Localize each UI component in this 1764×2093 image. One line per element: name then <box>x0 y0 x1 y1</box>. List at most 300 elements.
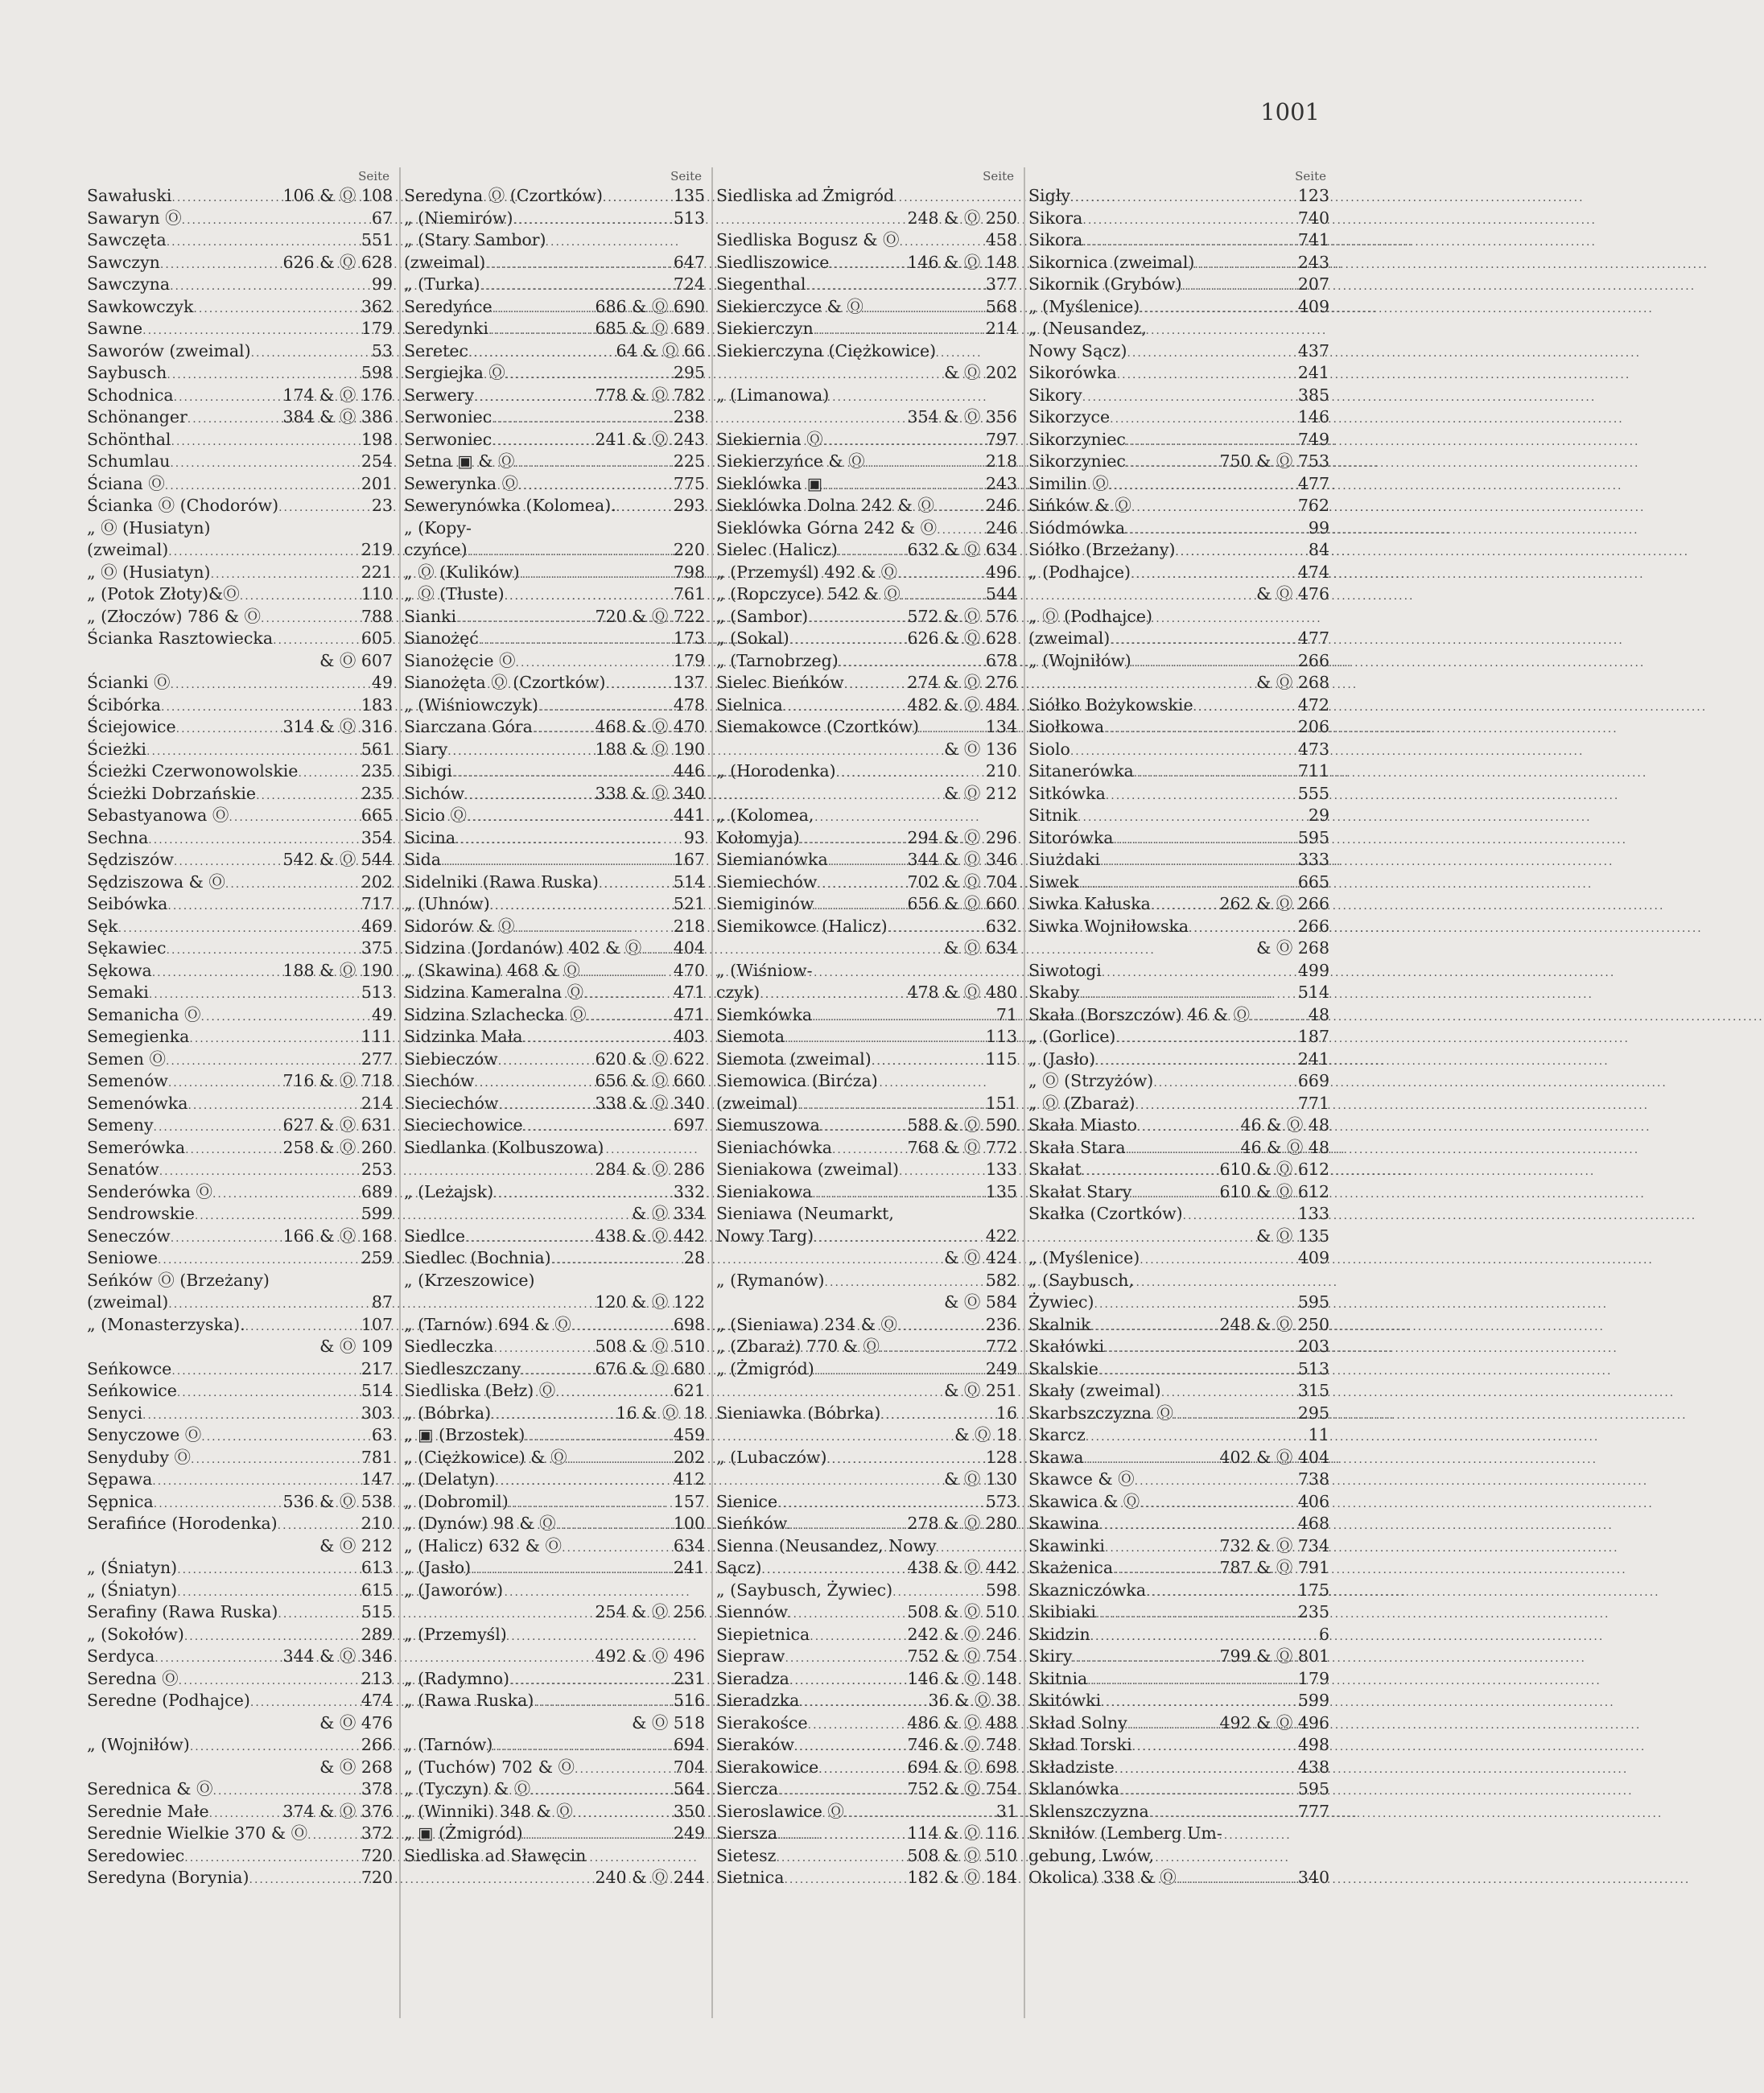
entry-name: Sicina <box>404 827 456 847</box>
index-entry <box>404 1757 705 1779</box>
leader-dots <box>452 763 672 785</box>
leader-dots <box>1149 1803 1296 1826</box>
entry-page-ref: & Ⓞ 518 <box>632 1712 705 1732</box>
leader-dots <box>182 210 370 233</box>
entry-page-ref: & Ⓞ 476 <box>1256 584 1329 604</box>
entry-name: Semenów <box>87 1071 168 1090</box>
entry-name: (zweimal) <box>87 1292 169 1312</box>
entry-page-ref: 93 <box>683 827 705 847</box>
leader-dots <box>1194 254 1296 277</box>
index-entry <box>1028 1624 1329 1646</box>
leader-dots <box>760 984 905 1007</box>
index-entry <box>1028 827 1329 850</box>
index-entry <box>87 849 393 871</box>
entry-page-ref: 724 <box>673 274 705 294</box>
index-entry <box>1028 1690 1329 1712</box>
index-entry <box>716 672 1017 694</box>
leader-dots <box>225 874 360 896</box>
entry-name: Sienna (Neusandez, Nowy <box>716 1535 937 1555</box>
leader-dots <box>165 476 360 498</box>
leader-dots <box>493 299 594 321</box>
entry-name: Siekierczyna (Ciężkowice) <box>716 340 937 361</box>
index-entry <box>1028 982 1329 1004</box>
leader-dots <box>794 1737 905 1759</box>
entry-name: „ (Gorlice) <box>1028 1027 1116 1046</box>
entry-page-ref: 665 <box>361 805 393 825</box>
entry-name: Siemiechów <box>716 871 818 892</box>
index-entry <box>87 1424 393 1447</box>
entry-page-ref: 482 & Ⓞ 484 <box>907 694 1017 715</box>
entry-name: Siedliska (Bełz) Ⓞ <box>404 1381 556 1400</box>
entry-page-ref: 241 <box>673 1558 705 1577</box>
index-entry <box>87 960 393 983</box>
leader-dots <box>1101 1692 1296 1715</box>
entry-name: „ (Rymanów) <box>716 1270 825 1290</box>
entry-name: Siwka Kałuska <box>1028 894 1151 913</box>
index-entry <box>404 1026 705 1049</box>
leader-dots <box>474 1073 593 1095</box>
index-entry <box>716 1867 1017 1889</box>
leader-dots <box>865 453 984 476</box>
entry-name: „ (Żmigród) <box>716 1358 814 1378</box>
entry-page-ref: 6 <box>1318 1624 1329 1644</box>
entry-page-ref: 632 <box>985 916 1017 936</box>
index-entry <box>87 982 393 1004</box>
index-entry <box>716 539 1017 562</box>
entry-page-ref: 474 <box>1297 562 1329 582</box>
entry-name: Semenówka <box>87 1093 188 1113</box>
entry-name: Siużdaki <box>1028 850 1100 869</box>
entry-page-ref: 115 <box>985 1049 1017 1069</box>
index-entry <box>404 274 705 296</box>
index-entry <box>404 849 705 871</box>
entry-page-ref: 274 & Ⓞ 276 <box>907 673 1017 692</box>
leader-dots <box>1115 1759 1296 1782</box>
leader-dots <box>498 1051 594 1073</box>
leader-dots <box>1126 453 1218 476</box>
entry-name: Sawczyn <box>87 252 160 272</box>
index-entry <box>87 1778 393 1801</box>
leader-dots <box>641 940 672 962</box>
index-entry <box>1028 1049 1329 1071</box>
index-entry <box>1028 495 1329 517</box>
entry-page-ref: 100 <box>673 1514 705 1533</box>
entry-name: „ (Potok Złoty)&Ⓞ <box>87 584 240 604</box>
index-entry <box>716 562 1017 584</box>
entry-page-ref: 513 <box>673 208 705 228</box>
entry-name: Skałat Stary <box>1028 1181 1132 1201</box>
entry-name: Skawce & Ⓞ <box>1028 1469 1135 1489</box>
leader-dots <box>897 564 984 587</box>
entry-name: Sikora <box>1028 208 1083 228</box>
leader-dots <box>1070 741 1296 764</box>
entry-page-ref: 134 <box>985 717 1017 736</box>
leader-dots <box>480 276 671 299</box>
entry-name: Serwoniec <box>404 407 493 426</box>
index-entry <box>87 1114 393 1137</box>
entry-page-ref: 240 & Ⓞ 244 <box>595 1868 705 1887</box>
leader-dots <box>465 1228 593 1250</box>
entry-name: „ (Podhajce) <box>1028 562 1131 582</box>
index-entry <box>1028 1513 1329 1535</box>
entry-page-ref: 294 & Ⓞ 296 <box>907 827 1017 847</box>
index-entry <box>716 1712 1017 1735</box>
entry-name: Sieniakowa (zweimal) <box>716 1160 900 1179</box>
index-entry <box>87 1049 393 1071</box>
entry-page-ref: 203 <box>1297 1337 1329 1356</box>
entry-name: Skawa <box>1028 1447 1084 1467</box>
entry-name: Siechów <box>404 1071 475 1090</box>
entry-page-ref: 468 & Ⓞ 470 <box>595 717 705 736</box>
leader-dots <box>538 697 672 719</box>
entry-page-ref: 665 <box>1297 871 1329 892</box>
leader-dots <box>534 1692 672 1715</box>
index-entry <box>716 694 1017 717</box>
entry-page-ref: 627 & Ⓞ 631 <box>282 1115 393 1135</box>
index-entry <box>404 517 705 540</box>
entry-name: Skałka (Czortków) <box>1028 1204 1183 1223</box>
index-column-2 <box>399 167 711 2018</box>
entry-page-ref: 137 <box>673 673 705 692</box>
entry-name: Seńkowice <box>87 1381 177 1400</box>
leader-dots <box>551 1250 682 1272</box>
entry-name: Sierakośce <box>716 1712 808 1732</box>
index-entry <box>716 1203 1017 1226</box>
entry-page-ref: 473 <box>1297 739 1329 759</box>
entry-page-ref: 64 & Ⓞ 66 <box>616 340 705 361</box>
index-entry <box>404 606 705 628</box>
index-entry <box>87 229 393 252</box>
entry-name: Siekierczyn <box>716 319 814 338</box>
entry-page-ref: 36 & Ⓞ 38 <box>928 1691 1017 1710</box>
entry-page-ref: 797 <box>985 429 1017 449</box>
leader-dots <box>603 187 672 210</box>
leader-dots <box>505 586 672 608</box>
index-entry <box>1028 1159 1329 1181</box>
entry-name: „ (Tarnów) <box>404 1735 493 1754</box>
entry-page-ref: 632 & Ⓞ 634 <box>907 540 1017 559</box>
index-entry <box>716 495 1017 517</box>
leader-dots <box>1131 564 1296 587</box>
leader-dots <box>245 1316 360 1339</box>
leader-dots <box>190 1737 360 1759</box>
entry-name: Siółko (Brzeżany) <box>1028 540 1176 559</box>
entry-name: Sieniawa (Neumarkt, <box>716 1204 894 1223</box>
entry-name: Siedleczka <box>404 1337 494 1356</box>
index-entry <box>87 1624 393 1646</box>
entry-page-ref: 752 & Ⓞ 754 <box>907 1646 1017 1666</box>
entry-page-ref: 277 <box>361 1049 393 1069</box>
leader-dots <box>467 807 672 830</box>
leader-dots <box>800 830 906 852</box>
index-entry <box>716 1624 1017 1646</box>
entry-page-ref: 496 <box>985 562 1017 582</box>
entry-name: Siedliska ad Sławęcin <box>404 1845 587 1865</box>
index-entry <box>404 694 705 717</box>
leader-dots <box>1131 653 1296 675</box>
entry-page-ref: 544 <box>985 584 1017 604</box>
entry-page-ref: 385 <box>1297 385 1329 405</box>
leader-dots <box>1100 851 1296 874</box>
index-entry <box>716 1845 1017 1868</box>
entry-page-ref: 344 & Ⓞ 346 <box>282 1646 393 1666</box>
entry-name: „ (Radymno) <box>404 1668 509 1688</box>
entry-page-ref: 498 <box>1297 1735 1329 1754</box>
entry-name: Semanicha Ⓞ <box>87 1004 201 1024</box>
index-entry <box>87 1801 393 1823</box>
entry-name: Serafiny (Rawa Ruska) <box>87 1602 278 1621</box>
leader-dots <box>844 1803 995 1826</box>
entry-page-ref: 717 <box>361 894 393 913</box>
entry-page-ref: 472 <box>1297 694 1329 715</box>
entry-page-ref: 732 & Ⓞ 734 <box>1219 1535 1329 1555</box>
entry-name: Sawne <box>87 319 143 338</box>
entry-name: „ (Winniki) 348 & Ⓞ <box>404 1801 573 1821</box>
entry-page-ref: 762 <box>1297 496 1329 515</box>
entry-name: Skażenica <box>1028 1558 1114 1577</box>
entry-page-ref: & Ⓞ 212 <box>319 1535 393 1555</box>
index-entry <box>1028 1447 1329 1469</box>
leader-dots <box>530 1781 672 1803</box>
entry-page-ref: 486 & Ⓞ 488 <box>907 1712 1017 1732</box>
index-entry <box>404 318 705 340</box>
entry-page-ref: 588 & Ⓞ 590 <box>907 1115 1017 1135</box>
entry-page-ref: 241 & Ⓞ 243 <box>595 429 705 449</box>
entry-name: „ Ⓞ (Husiatyn) <box>87 517 211 538</box>
entry-page-ref: 221 <box>361 562 393 582</box>
entry-page-ref: 599 <box>361 1204 393 1223</box>
entry-page-ref: 175 <box>1297 1580 1329 1600</box>
index-entry <box>716 739 1017 761</box>
entry-page-ref: 120 & Ⓞ 122 <box>595 1292 705 1312</box>
entry-name: Sietnica <box>716 1868 785 1887</box>
entry-name: Seretec <box>404 340 468 361</box>
entry-name: Sawaryn Ⓞ <box>87 208 182 228</box>
leader-dots <box>170 453 360 476</box>
leader-dots <box>762 1559 906 1582</box>
leader-dots <box>278 497 370 520</box>
entry-page-ref: 157 <box>673 1491 705 1511</box>
entry-name: Sikory <box>1028 385 1082 405</box>
entry-page-ref: 248 & Ⓞ 250 <box>907 208 1017 228</box>
leader-dots <box>599 874 672 896</box>
entry-name: Skała Stara <box>1028 1137 1126 1157</box>
index-entry <box>716 1181 1017 1204</box>
index-entry <box>1028 1181 1329 1204</box>
leader-dots <box>177 1559 360 1582</box>
entry-page-ref: 16 <box>995 1403 1017 1423</box>
index-entry <box>1028 1491 1329 1514</box>
entry-page-ref: 656 & Ⓞ 660 <box>907 894 1017 913</box>
leader-dots <box>1102 962 1296 985</box>
entry-name: Sieciechowice <box>404 1115 523 1135</box>
index-entry <box>1028 252 1329 274</box>
entry-page-ref: 31 <box>995 1801 1017 1821</box>
entry-page-ref: 111 <box>361 1027 393 1046</box>
entry-name: „ (Horodenka) <box>716 761 836 781</box>
entry-name: Sietesz <box>716 1845 777 1865</box>
entry-page-ref: 266 <box>1297 916 1329 936</box>
index-entry <box>87 716 393 739</box>
leader-dots <box>171 187 281 210</box>
index-entry <box>404 1668 705 1691</box>
leader-dots <box>168 1073 282 1095</box>
entry-page-ref: 106 & Ⓞ 108 <box>282 186 393 205</box>
entry-name: Siegenthal <box>716 274 806 294</box>
index-entry <box>404 1469 705 1491</box>
entry-page-ref: 218 <box>985 451 1017 471</box>
entry-page-ref: 720 <box>361 1868 393 1887</box>
entry-name: Sigły <box>1028 186 1070 205</box>
entry-name: Sieklówka Górna 242 & Ⓞ <box>716 517 938 538</box>
entry-page-ref: 254 <box>361 451 393 471</box>
entry-name: (zweimal) <box>1028 628 1111 648</box>
entry-page-ref: 686 & Ⓞ 690 <box>595 296 705 316</box>
leader-dots <box>193 299 359 321</box>
entry-name: Siercza <box>716 1779 779 1798</box>
index-entry <box>1028 1403 1329 1425</box>
entry-page-ref: & Ⓞ 268 <box>319 1757 393 1777</box>
entry-name: „ (Kolomea, <box>716 805 814 825</box>
leader-dots <box>1250 1007 1307 1029</box>
index-entry <box>1028 296 1329 319</box>
leader-dots <box>212 1184 360 1206</box>
leader-dots <box>168 1294 370 1316</box>
entry-name: Sieniakowa <box>716 1181 813 1201</box>
index-entry <box>1028 1314 1329 1337</box>
index-entry <box>1028 1557 1329 1580</box>
index-entry <box>1028 716 1329 739</box>
index-entry <box>404 451 705 473</box>
leader-dots <box>798 1095 984 1118</box>
entry-name: Ściana Ⓞ <box>87 473 165 493</box>
index-entry <box>87 739 393 761</box>
entry-name: Sędziszowa & Ⓞ <box>87 871 225 892</box>
index-entry <box>1028 1535 1329 1558</box>
entry-page-ref: & Ⓞ 607 <box>319 650 393 670</box>
leader-dots <box>934 497 984 520</box>
entry-name: Sieklówka Dolna 242 & Ⓞ <box>716 496 934 515</box>
leader-dots <box>149 984 360 1007</box>
index-entry <box>716 893 1017 916</box>
entry-page-ref: 749 <box>1297 429 1329 449</box>
index-entry <box>1028 451 1329 473</box>
entry-page-ref: & Ⓞ 135 <box>1256 1226 1329 1246</box>
entry-name: Sikorzyniec <box>1028 451 1126 471</box>
entry-name: „ (Sieniawa) 234 & Ⓞ <box>716 1314 898 1334</box>
entry-name: Sierakowice <box>716 1757 819 1777</box>
leader-dots <box>838 542 906 564</box>
entry-name: „ (Delatyn) <box>404 1469 496 1489</box>
index-entry <box>87 1226 393 1248</box>
index-entry <box>404 1513 705 1535</box>
leader-dots <box>1137 1117 1239 1139</box>
entry-name: „ (Śniatyn) <box>87 1558 178 1577</box>
leader-dots <box>1082 210 1296 233</box>
entry-name: Sienice <box>716 1491 778 1511</box>
index-entry <box>87 406 393 429</box>
leader-dots <box>479 630 672 653</box>
entry-name: Sikorówka <box>1028 363 1117 382</box>
entry-name: „ (Sambor) <box>716 606 809 626</box>
index-entry <box>404 362 705 385</box>
entry-page-ref: 146 <box>1297 407 1329 426</box>
entry-page-ref: 470 <box>673 960 705 980</box>
entry-page-ref: 174 & Ⓞ 176 <box>282 385 393 405</box>
index-entry <box>716 429 1017 451</box>
index-entry <box>716 1668 1017 1691</box>
entry-name: Serafińce (Horodenka) <box>87 1514 278 1533</box>
leader-dots <box>785 1028 984 1051</box>
entry-page-ref: 740 <box>1297 208 1329 228</box>
entry-page-ref: 243 <box>985 473 1017 493</box>
index-entry <box>87 1181 393 1204</box>
entry-name: Skiry <box>1028 1646 1073 1666</box>
entry-page-ref: 242 & Ⓞ 246 <box>907 1624 1017 1644</box>
entry-name: Sędziszów <box>87 850 174 869</box>
leader-dots <box>808 608 905 631</box>
entry-name: (zweimal) <box>716 1093 798 1113</box>
entry-page-ref: 49 <box>371 1004 393 1024</box>
leader-dots <box>844 674 906 697</box>
index-entry <box>1028 562 1329 584</box>
entry-page-ref: 513 <box>361 983 393 1002</box>
leader-dots <box>571 1316 672 1339</box>
entry-page-ref: 295 <box>1297 1403 1329 1423</box>
index-entry <box>716 1380 1017 1403</box>
index-entry <box>1028 1646 1329 1668</box>
leader-dots <box>1104 1338 1296 1361</box>
index-entry <box>87 1491 393 1514</box>
entry-page-ref: 188 & Ⓞ 190 <box>282 960 393 980</box>
index-entry <box>716 1270 1017 1292</box>
entry-page-ref: 478 & Ⓞ 480 <box>907 983 1017 1002</box>
index-entry <box>87 1137 393 1160</box>
entry-name: „ (Rawa Ruska) <box>404 1691 534 1710</box>
index-entry <box>1028 208 1329 230</box>
index-entry <box>1028 429 1329 451</box>
entry-page-ref: & Ⓞ 109 <box>319 1337 393 1356</box>
index-entry <box>404 1004 705 1027</box>
entry-name: „ Ⓞ (Tłuste) <box>404 584 505 604</box>
entry-page-ref: 568 <box>985 296 1017 316</box>
index-entry <box>716 1690 1017 1712</box>
entry-page-ref: 626 & Ⓞ 628 <box>907 628 1017 648</box>
entry-page-ref: 84 <box>1308 540 1329 559</box>
index-entry <box>1028 1226 1329 1248</box>
entry-page-ref: 53 <box>371 340 393 361</box>
entry-name: Ścibórka <box>87 694 161 715</box>
entry-name: „ (Uhnów) <box>404 894 490 913</box>
index-entry <box>1028 1580 1329 1602</box>
leader-dots <box>1070 187 1296 210</box>
leader-dots <box>812 1184 984 1206</box>
entry-page-ref: 29 <box>1308 805 1329 825</box>
index-entry <box>404 429 705 451</box>
entry-page-ref: 477 <box>1297 628 1329 648</box>
entry-page-ref: 372 <box>361 1823 393 1843</box>
leader-dots <box>166 1051 360 1073</box>
leader-dots <box>1175 542 1306 564</box>
entry-page-ref: 214 <box>361 1093 393 1113</box>
leader-dots <box>201 1007 370 1029</box>
index-entry <box>404 340 705 363</box>
index-entry <box>87 1668 393 1691</box>
leader-dots <box>521 1361 593 1383</box>
leader-dots <box>1099 1515 1296 1538</box>
leader-dots <box>513 210 671 233</box>
entry-name: Sianki <box>404 606 457 626</box>
